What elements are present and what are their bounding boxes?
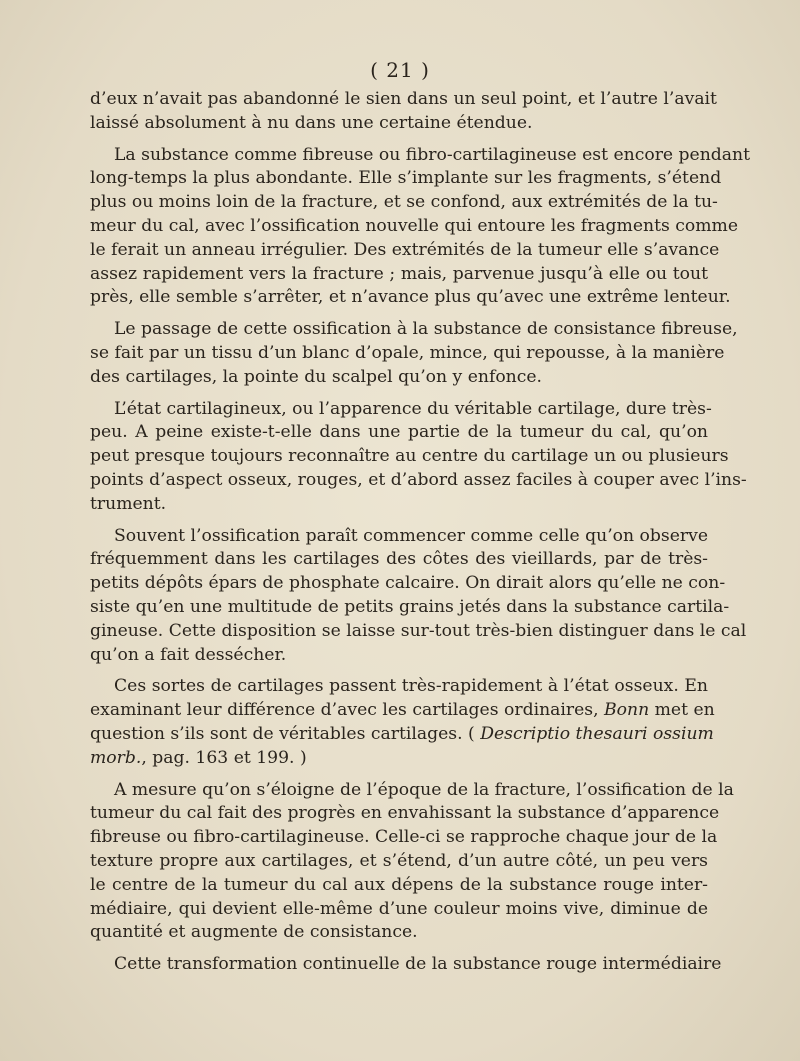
text-line: examinant leur différence d’avec les cartilages ordinaires, Bonn met en [90,700,715,721]
text-line: La substance comme fibreuse ou fibro-cartilagineuse est encore pendant [114,144,751,165]
text-line: L’état cartilagineux, ou l’apparence du véritable cartilage, dure très- [114,398,712,419]
paragraph [90,88,717,136]
paragraph [90,318,738,389]
text-line: tumeur du cal fait des progrès en envahissant la substance d’apparence [90,803,720,824]
page-number: ( 21 ) [370,58,430,82]
text-line: long-temps la plus abondante. Elle s’implante sur les fragments, s’étend [90,168,722,189]
text-line: trument. [90,493,167,514]
text-line: d’eux n’avait pas abandonné le sien dans un seul point, et l’autre l’avait [90,89,717,109]
text-line: près, elle semble s’arrêter, et n’avance plus qu’avec une extrême lenteur. [90,287,731,308]
text-line: petits dépôts épars de phosphate calcaire. On dirait alors qu’elle ne con- [90,573,726,594]
paragraph [90,953,722,977]
text-line: assez rapidement vers la fracture ; mais, parvenue jusqu’à elle ou tout [90,263,708,284]
text-line: Ces sortes de cartilages passent très-rapidement à l’état osseux. En [114,676,708,697]
paragraph [90,398,747,517]
text-line: fibreuse ou fibro-cartilagineuse. Celle-ci se rapproche chaque jour de la [90,827,718,848]
paragraph [90,675,715,770]
text-line: peu. A peine existe-t-elle dans une partie de la tumeur du cal, qu’on [90,422,708,443]
text-line: Souvent l’ossification paraît commencer comme celle qu’on observe [114,525,708,546]
text-line: question s’ils sont de véritables cartilages. ( Descriptio thesauri ossium [90,723,714,744]
body-text [90,88,751,977]
text-line: A mesure qu’on s’éloigne de l’époque de la fracture, l’ossification de la [114,779,734,800]
paragraph [90,779,734,946]
text-line: fréquemment dans les cartilages des côtes des vieillards, par de très- [90,549,708,570]
text-line: gineuse. Cette disposition se laisse sur-tout très-bien distinguer dans le cal [90,620,747,641]
text-line: quantité et augmente de consistance. [90,922,418,943]
text-line: se fait par un tissu d’un blanc d’opale, mince, qui repousse, à la manière [90,342,725,363]
text-line: texture propre aux cartilages, et s’étend, d’un autre côté, un peu vers [90,850,708,871]
paragraph [90,525,747,668]
text-line: médiaire, qui devient elle-même d’une couleur moins vive, diminue de [90,898,708,919]
text-line: plus ou moins loin de la fracture, et se confond, aux extrémités de la tu- [90,192,718,213]
text-line: qu’on a fait dessécher. [90,644,287,665]
text-line: points d’aspect osseux, rouges, et d’abord assez faciles à couper avec l’ins- [90,469,747,490]
text-line: le ferait un anneau irrégulier. Des extrémités de la tumeur elle s’avance [90,239,720,260]
text-line: laissé absolument à nu dans une certaine étendue. [90,112,533,133]
text-line: meur du cal, avec l’ossification nouvelle qui entoure les fragments comme [90,215,739,236]
text-line: des cartilages, la pointe du scalpel qu’on y enfonce. [90,366,543,387]
text-line: morb., pag. 163 et 199. ) [90,747,307,768]
text-line: Le passage de cette ossification à la substance de consistance fibreuse, [114,319,738,340]
text-line: peut presque toujours reconnaître au centre du cartilage un ou plusieurs [90,446,729,467]
text-line: Cette transformation continuelle de la substance rouge intermédiaire [114,954,722,975]
text-line: le centre de la tumeur du cal aux dépens de la substance rouge inter- [90,874,708,895]
paragraph [90,144,751,311]
text-line: siste qu’en une multitude de petits grains jetés dans la substance cartila- [90,596,730,617]
